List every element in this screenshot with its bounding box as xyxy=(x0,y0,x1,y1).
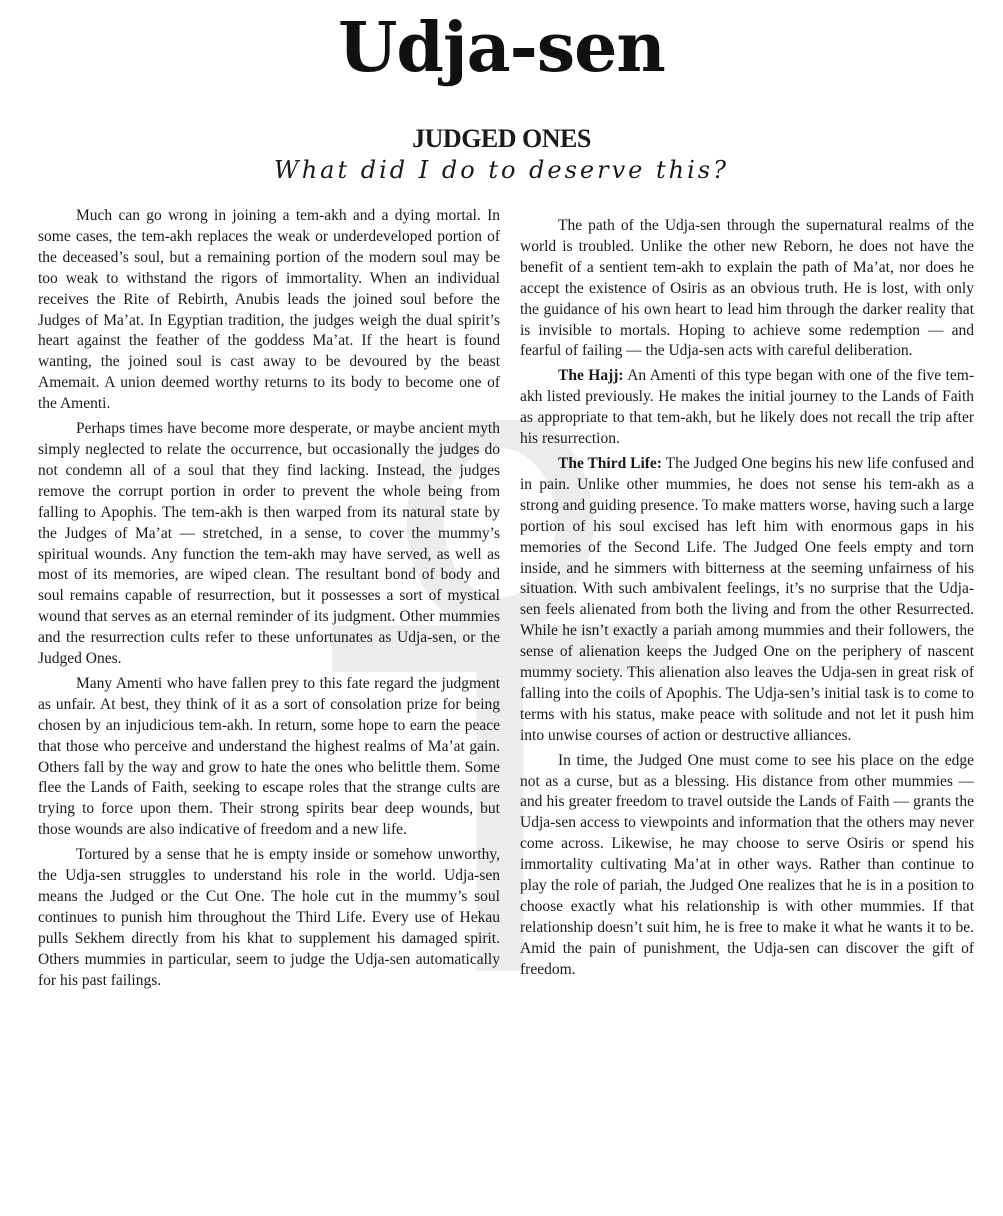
paragraph: In time, the Judged One must come to see his place on the edge not as a curse, but as a blessing. His distance from other mummies — and his greater freedom to travel outside the Lands of Faith — grants the Udja-sen access to viewpoints and information that the others may never come across. Likewise, he may choose to serve Osiris or spend his immortality cultivating Ma’at in other ways. Rather than continue to play the role of pariah, the Judged One realizes that he is in a position to choose exactly what his relationship is with other mummies. If that relationship doesn’t suit him, he is free to make it what he wants it to be. Amid the pain of punishment, the Udja-sen can discover the gift of freedom. xyxy=(520,751,974,978)
paragraph: Much can go wrong in joining a tem-akh and a dying mortal. In some cases, the tem-akh replaces the weak or underdeveloped portion of the deceased’s soul, but a remaining portion of the modern soul may be too weak to withstand the rigors of immortality. When an individual receives the Rite of Rebirth, Anubis leads the joined soul before the Judges of Ma’at. In Egyptian tradition, the judges weigh the dual spirit’s heart against the feather of the goddess Ma’at. If the heart is found wanting, the joined soul is cast away to be devoured by the beast Amemait. A union deemed worthy returns to its body to become one of the Amenti. xyxy=(38,207,500,413)
paragraph: The path of the Udja-sen through the supernatural realms of the world is troubled. Unlike the other new Reborn, he does not have the benefit of a sentient tem-akh to explain the path of Ma’at, nor does he accept the existence of Osiris as an obvious truth. He is lost, with only the guidance of his own heart to lead him through the darker reality that is invisible to mortals. Hoping to achieve some redemption — and fearful of failing — the Udja-sen acts with careful deliberation. xyxy=(520,217,974,360)
hajj-heading: The Hajj: xyxy=(558,367,624,385)
left-column xyxy=(38,206,500,996)
hajj-paragraph xyxy=(520,366,974,450)
hajj-text: An Amenti of this type began with one of the five tem-akh listed previously. He makes the initial journey to the Lands of Faith as appropriate to that tem-akh, but he likely does not recall the trip after his resurrection. xyxy=(520,367,975,448)
third-life-paragraph xyxy=(520,454,974,747)
section-subtitle: JUDGED ONES xyxy=(412,124,591,153)
section-tagline: What did I do to deserve this? xyxy=(274,156,729,184)
right-column xyxy=(520,216,974,985)
paragraph: Tortured by a sense that he is empty inside or somehow unworthy, the Udja-sen struggles to understand his role in the world. Udja-sen means the Judged or the Cut One. The hole cut in the mummy’s soul continues to punish him throughout the Third Life. Every use of Hekau pulls Sekhem directly from his khat to supplement his damaged spirit. Others mummies in particular, seem to judge the Udja-sen automatically for his past failings. xyxy=(38,846,500,989)
paragraph: Many Amenti who have fallen prey to this fate regard the judgment as unfair. At best, they think of it as a sort of consolation prize for being chosen by an injudicious tem-akh. In return, some hope to earn the peace that those who perceive and understand the highest realms of Ma’at gain. Others fall by the way and grow to hate the ones who belittle them. Some flee the Lands of Faith, seeking to escape roles that the strange cults are trying to force upon them. Their strong spirits bear deep wounds, but those wounds are also indicative of freedom and a new life. xyxy=(38,674,500,839)
paragraph: Perhaps times have become more desperate, or maybe ancient myth simply neglected to relate the occurrence, but occasionally the judges do not condemn all of a soul that they find lacking. Instead, the judges remove the corrupt portion in order to prevent the whole being from falling to Apophis. The tem-akh is then warped from its natural state by the Judges of Ma’at — stretched, in a sense, to cover the mummy’s spiritual wounds. Any function the tem-akh may have served, as well as most of its memories, are wiped clean. The resultant bond of body and soul remains capable of resurrection, but it possesses a sort of mystical wound that serves as an eternal reminder of its judgment. Other mummies and the resurrection cults refer to these unfortunates as Udja-sen, or the Judged Ones. xyxy=(38,420,500,668)
third-life-text: The Judged One begins his new life confused and in pain. Unlike other mummies, he does not sense his tem-akh as a strong and guiding presence. To make matters worse, having such a large portion of his soul excised has left him with enormous gaps in his memories of the Second Life. The Judged One feels empty and torn inside, and he simmers with bitterness at the seeming unfairness of his situation. With such ambivalent feelings, it’s no surprise that the Udja-sen feels alienated from both the living and from the other Resurrected. While he isn’t exactly a pariah among mummies and their followers, the sense of alienation keeps the Judged One on the periphery of nascent mummy society. This alienation also leaves the Udja-sen in great risk of falling into the coils of Apophis. The Udja-sen’s initial task is to come to terms with his status, make peace with solitude and not let it push him into unwise courses of action or destructive alliances. xyxy=(520,454,975,744)
third-life-heading: The Third Life: xyxy=(558,454,662,472)
page-title: Udja-sen xyxy=(338,8,665,88)
